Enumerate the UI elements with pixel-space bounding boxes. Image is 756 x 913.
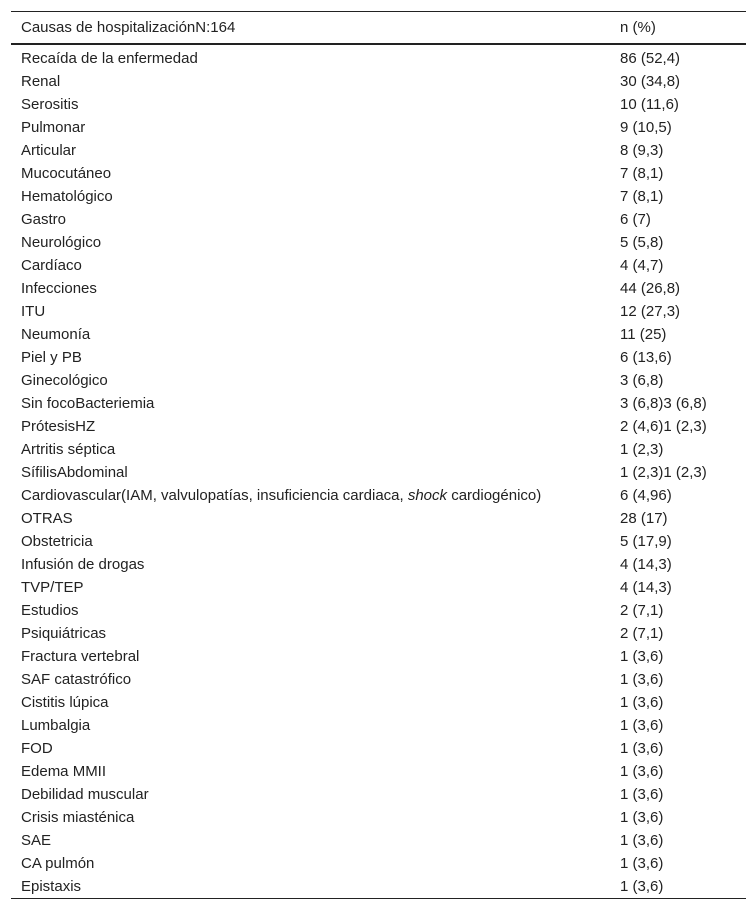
table-row: [11, 576, 746, 599]
cause-cell: PrótesisHZ: [21, 417, 96, 435]
table-row: [11, 323, 746, 346]
table-row: [11, 208, 746, 231]
count-cell: 3 (6,8)3 (6,8): [620, 394, 707, 412]
cause-cell: Artritis séptica: [21, 440, 116, 458]
count-cell: 1 (3,6): [610, 875, 746, 899]
cause-cell: Debilidad muscular: [21, 785, 149, 803]
count-cell: 1 (2,3): [620, 440, 664, 458]
table-row: [11, 714, 746, 737]
count-cell: 1 (3,6): [620, 854, 664, 872]
table-row: [11, 783, 746, 806]
cause-cell: Lumbalgia: [21, 716, 91, 734]
count-cell: 1 (3,6): [620, 739, 664, 757]
cause-cell: Gastro: [21, 210, 67, 228]
table-row: [11, 44, 746, 70]
table-row: [11, 392, 746, 415]
cause-cell: OTRAS: [21, 509, 73, 527]
count-cell: 5 (17,9): [620, 532, 672, 550]
cause-cell: Epistaxis: [11, 875, 610, 899]
count-cell: 7 (8,1): [620, 187, 664, 205]
table-row: [11, 277, 746, 300]
cause-cell: Mucocutáneo: [21, 164, 112, 182]
cause-cell: Crisis miasténica: [21, 808, 135, 826]
cause-cell: Fractura vertebral: [21, 647, 140, 665]
cause-cell: Hematológico: [21, 187, 113, 205]
table-row: [11, 93, 746, 116]
cause-cell: Infecciones: [21, 279, 97, 297]
table-row: [11, 70, 746, 93]
cause-cell: CA pulmón: [21, 854, 95, 872]
table-row: [11, 829, 746, 852]
count-cell: 86 (52,4): [620, 49, 681, 67]
count-cell: 44 (26,8): [620, 279, 681, 297]
table-row: [11, 415, 746, 438]
count-cell: 7 (8,1): [620, 164, 664, 182]
cause-cell: Sin focoBacteriemia: [21, 394, 155, 412]
table-row: [11, 116, 746, 139]
cause-cell: Cardíaco: [21, 256, 82, 274]
count-cell: 6 (4,96): [620, 486, 672, 504]
cause-cell: Articular: [21, 141, 77, 159]
table-row: [11, 645, 746, 668]
cause-cell: Renal: [21, 72, 61, 90]
table-row: [11, 162, 746, 185]
cause-cell: Neumonía: [21, 325, 91, 343]
count-cell: 1 (2,3)1 (2,3): [620, 463, 707, 481]
cause-cell: SAE: [21, 831, 52, 849]
cause-cell: ITU: [21, 302, 46, 320]
table-row: [11, 185, 746, 208]
cause-cell: Neurológico: [21, 233, 102, 251]
count-cell: 12 (27,3): [620, 302, 681, 320]
table-row: [11, 300, 746, 323]
cause-cell: FOD: [21, 739, 53, 757]
cause-cell: Cistitis lúpica: [21, 693, 109, 711]
count-cell: 9 (10,5): [620, 118, 672, 136]
cause-cell: TVP/TEP: [21, 578, 84, 596]
count-cell: 1 (3,6): [620, 831, 664, 849]
count-cell: 8 (9,3): [620, 141, 664, 159]
table-row: [11, 530, 746, 553]
table-row: [11, 737, 746, 760]
cause-cell: Serositis: [21, 95, 79, 113]
table-row: [11, 668, 746, 691]
count-cell: 2 (4,6)1 (2,3): [620, 417, 707, 435]
cause-cell: Infusión de drogas: [21, 555, 145, 573]
cause-cell: Recaída de la enfermedad: [21, 49, 198, 67]
table-row: [11, 231, 746, 254]
table-row: [11, 139, 746, 162]
table-row: [11, 553, 746, 576]
table-row: [11, 346, 746, 369]
table-row: [11, 484, 746, 507]
cause-cell: Estudios: [21, 601, 79, 619]
table-row: [11, 806, 746, 829]
table-row: [11, 599, 746, 622]
count-cell: 4 (14,3): [620, 555, 672, 573]
count-cell: 1 (3,6): [620, 670, 664, 688]
count-cell: 6 (13,6): [620, 348, 672, 366]
count-cell: 4 (14,3): [620, 578, 672, 596]
table-row: [11, 875, 746, 899]
count-cell: 1 (3,6): [620, 693, 664, 711]
count-cell: 6 (7): [620, 210, 651, 228]
cause-cell: SífilisAbdominal: [21, 463, 128, 481]
count-cell: 5 (5,8): [620, 233, 664, 251]
cause-cell: Pulmonar: [21, 118, 86, 136]
cause-cell: Cardiovascular(IAM, valvulopatías, insuficiencia cardiaca, shock cardiogénico): [21, 486, 542, 504]
table-row: [11, 254, 746, 277]
cause-cell: SAF catastrófico: [21, 670, 132, 688]
table-row: [11, 852, 746, 875]
header-n-percent: n (%): [610, 12, 746, 44]
table-row: [11, 461, 746, 484]
count-cell: 1 (3,6): [620, 647, 664, 665]
count-cell: 28 (17): [620, 509, 668, 527]
count-cell: 11 (25): [620, 325, 667, 343]
table-row: [11, 507, 746, 530]
cause-cell: Psiquiátricas: [21, 624, 107, 642]
count-cell: 10 (11,6): [620, 95, 679, 113]
cause-cell: Piel y PB: [21, 348, 82, 366]
table-row: [11, 438, 746, 461]
count-cell: 2 (7,1): [620, 624, 664, 642]
count-cell: 2 (7,1): [620, 601, 664, 619]
cause-cell: Obstetricia: [21, 532, 93, 550]
count-cell: 1 (3,6): [620, 716, 664, 734]
count-cell: 1 (3,6): [620, 785, 664, 803]
header-causes: Causas de hospitalizaciónN:164: [11, 12, 610, 44]
count-cell: 4 (4,7): [620, 256, 664, 274]
count-cell: 1 (3,6): [620, 762, 664, 780]
cause-cell: Ginecológico: [21, 371, 108, 389]
count-cell: 30 (34,8): [620, 72, 681, 90]
table-row: [11, 622, 746, 645]
count-cell: 1 (3,6): [620, 808, 664, 826]
hospitalization-causes-table: [11, 11, 746, 899]
table-row: [11, 760, 746, 783]
hospitalization-causes-table-container: [11, 11, 746, 899]
table-row: [11, 691, 746, 714]
italic-term: shock: [407, 486, 448, 504]
table-row: [11, 369, 746, 392]
table-header-row: [11, 12, 746, 44]
count-cell: 3 (6,8): [620, 371, 664, 389]
cause-cell: Edema MMII: [21, 762, 107, 780]
